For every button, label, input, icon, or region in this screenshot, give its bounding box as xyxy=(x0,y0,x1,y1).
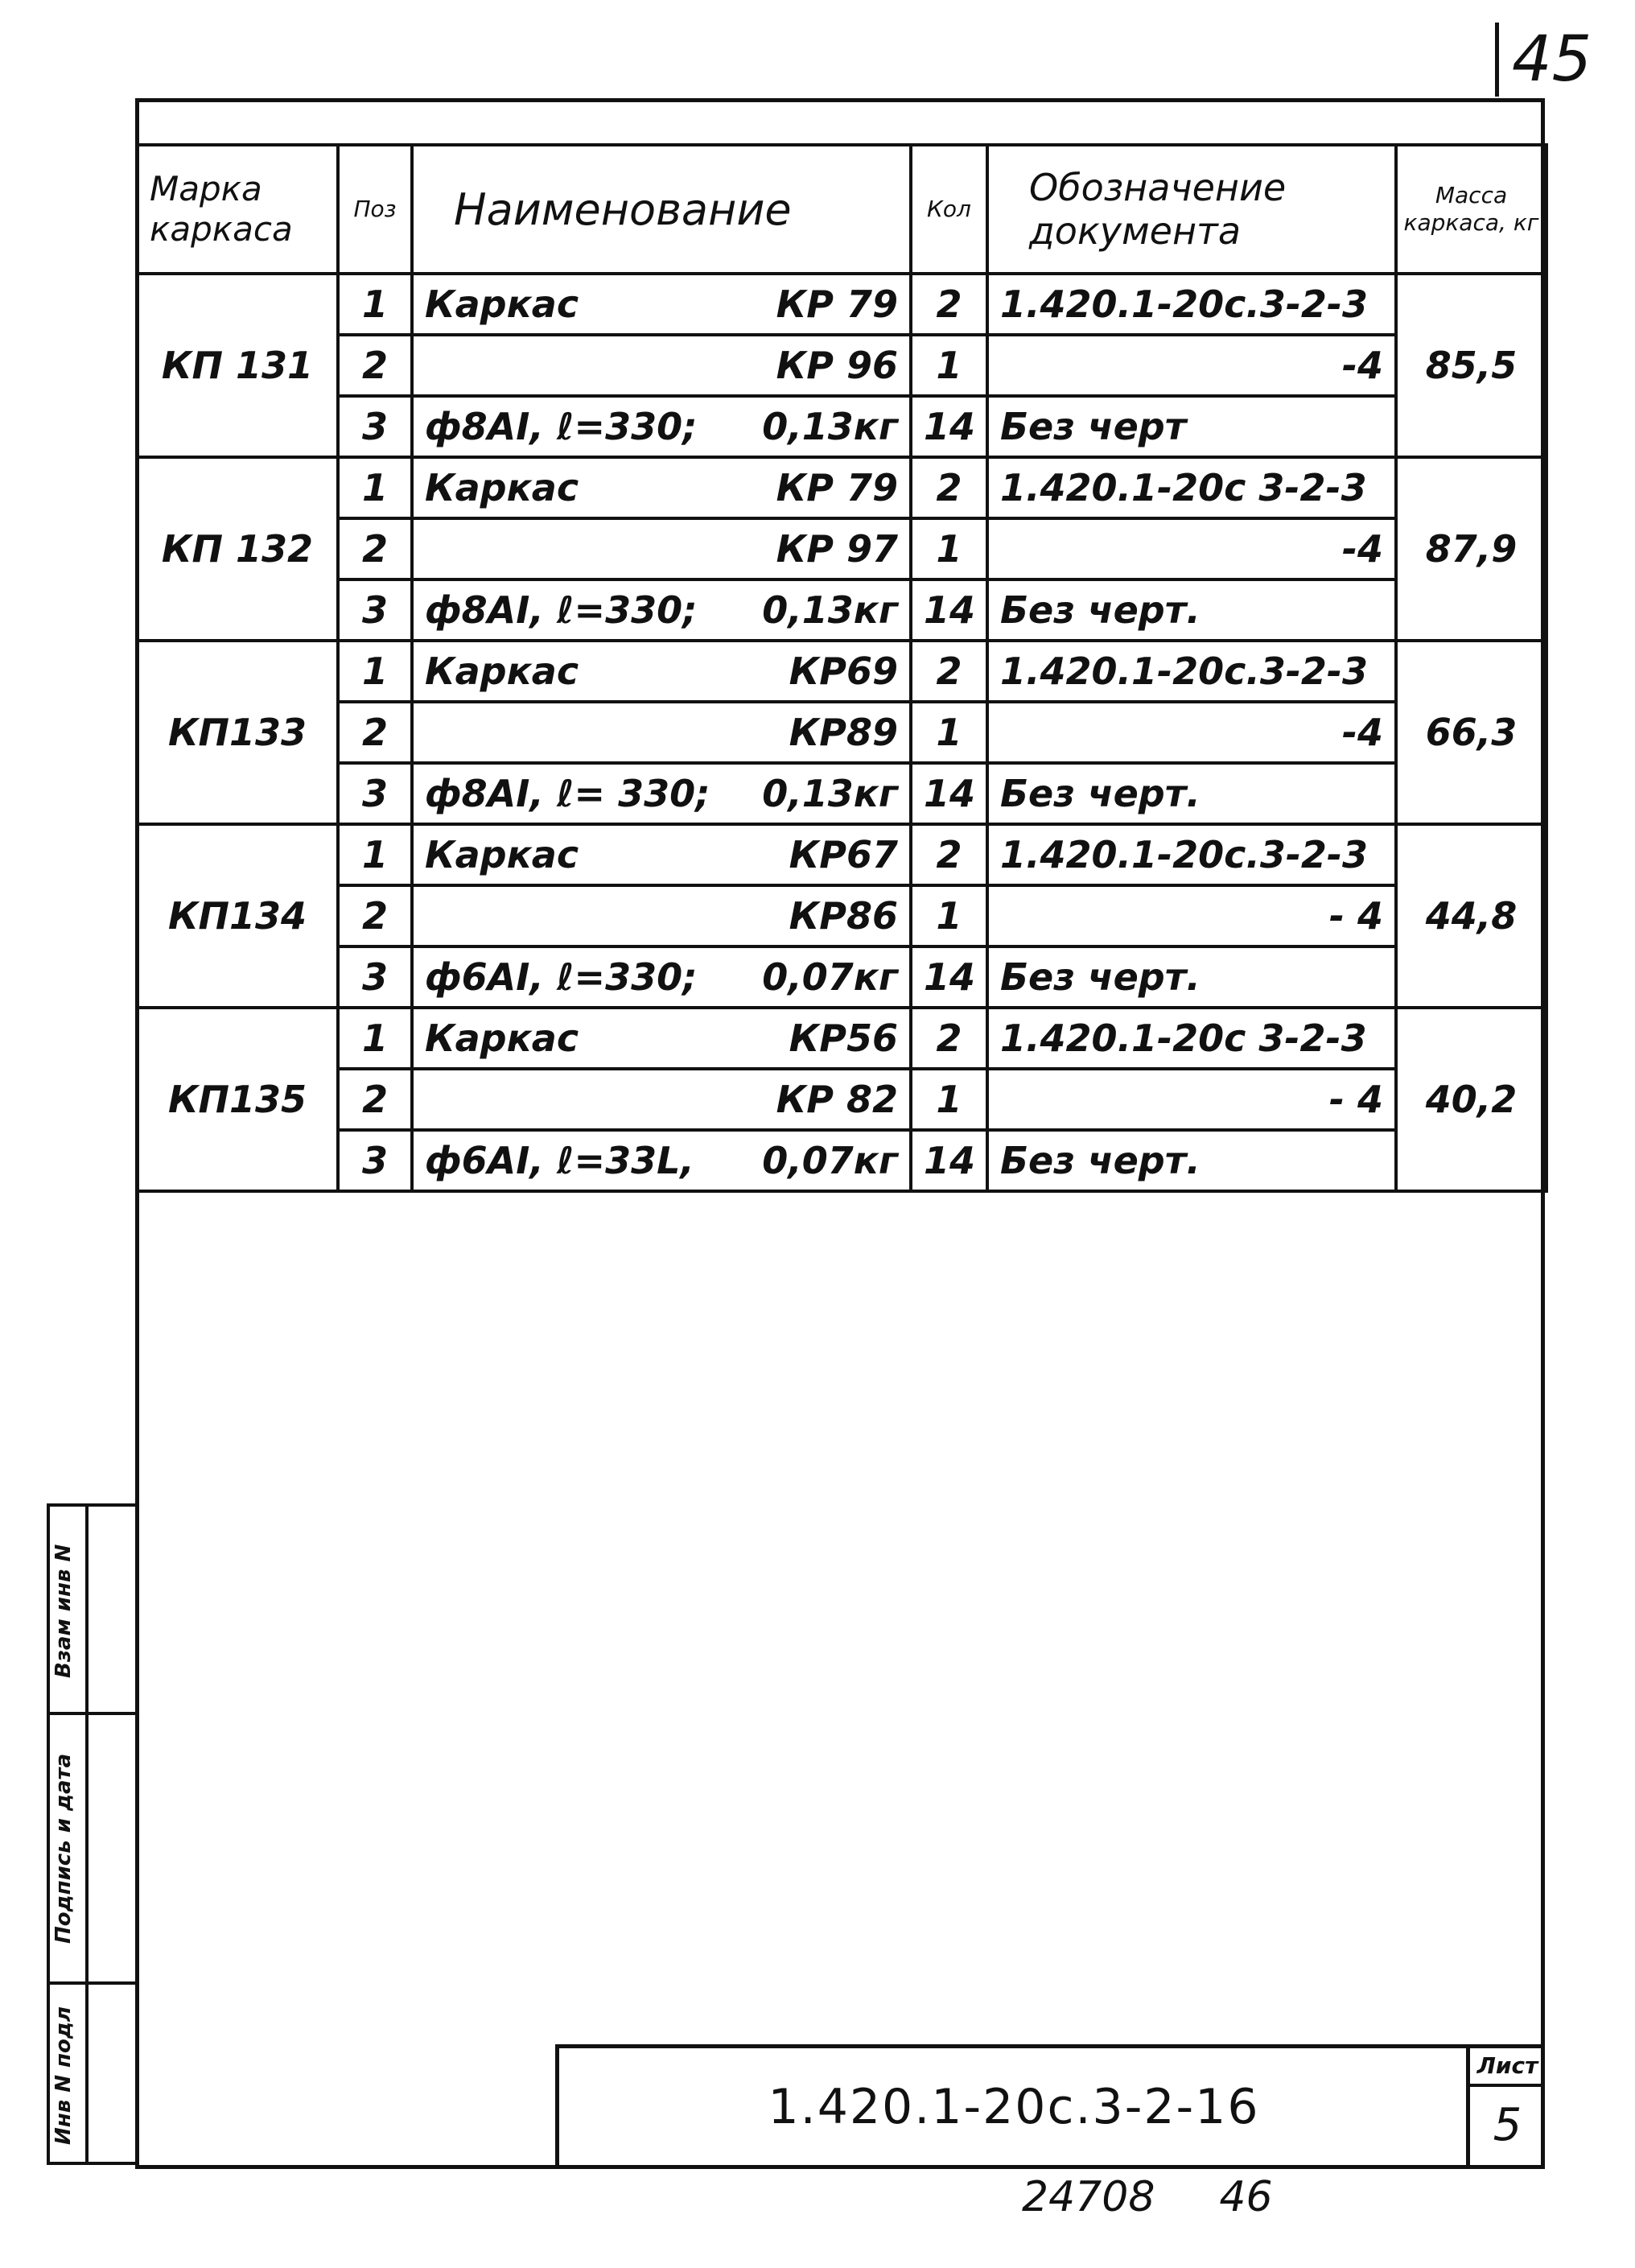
cell-pos: 1 xyxy=(338,274,412,335)
cell-doc: -4 xyxy=(987,335,1396,396)
table-row xyxy=(137,579,1546,641)
cell-pos: 2 xyxy=(338,885,412,946)
cell-qty: 14 xyxy=(911,579,987,641)
cell-qty: 14 xyxy=(911,396,987,457)
cell-name xyxy=(412,702,911,763)
cell-name xyxy=(412,274,911,335)
side-stamp-divider xyxy=(50,1981,139,1985)
item-text: КР 79 xyxy=(776,466,898,509)
table-row xyxy=(137,1008,1546,1069)
cell-doc: -4 xyxy=(987,518,1396,579)
name-text: Каркас xyxy=(425,282,579,326)
name-text: Каркас xyxy=(425,833,579,876)
cell-qty: 1 xyxy=(911,335,987,396)
item-text: 0,07кг xyxy=(762,955,898,999)
table-row xyxy=(137,824,1546,885)
header-qty: Кол xyxy=(911,145,987,274)
header-name: Наименование xyxy=(412,145,911,274)
cell-qty: 1 xyxy=(911,885,987,946)
cell-mass: 66,3 xyxy=(1396,641,1546,824)
item-text: 0,13кг xyxy=(762,772,898,815)
archive-inventory-number: 24708 xyxy=(1022,2173,1155,2221)
cell-mass: 40,2 xyxy=(1396,1008,1546,1191)
cell-qty: 1 xyxy=(911,1069,987,1130)
cell-qty: 14 xyxy=(911,763,987,824)
cell-name xyxy=(412,1130,911,1191)
table-row xyxy=(137,1069,1546,1130)
sheet-label: Лист xyxy=(1470,2048,1545,2087)
cell-pos: 1 xyxy=(338,457,412,518)
side-stamp xyxy=(47,1503,139,2165)
cell-name xyxy=(412,946,911,1008)
cell-pos: 3 xyxy=(338,763,412,824)
header-mass: Масса каркаса, кг xyxy=(1396,145,1546,274)
cell-qty: 2 xyxy=(911,641,987,702)
cell-doc: Без черт. xyxy=(987,579,1396,641)
cell-pos: 2 xyxy=(338,702,412,763)
side-stamp-divider xyxy=(50,1712,139,1715)
name-text: Каркас xyxy=(425,1016,579,1060)
cell-doc: 1.420.1-20с.3-2-3 xyxy=(987,641,1396,702)
cell-doc: 1.420.1-20с.3-2-3 xyxy=(987,274,1396,335)
name-text: Каркас xyxy=(425,649,579,693)
cell-qty: 1 xyxy=(911,518,987,579)
archive-page-number: 46 xyxy=(1219,2173,1273,2221)
cell-doc: -4 xyxy=(987,702,1396,763)
table-row xyxy=(137,335,1546,396)
cell-qty: 1 xyxy=(911,702,987,763)
name-text: ф8АI, ℓ=330; xyxy=(425,405,698,448)
side-stamp-inv-original: Инв N подл xyxy=(51,2006,76,2146)
side-stamp-replaced-inv: Взам инв N xyxy=(51,1544,76,1679)
cell-qty: 2 xyxy=(911,457,987,518)
item-text: КР 79 xyxy=(776,282,898,326)
item-text: КР 97 xyxy=(776,527,898,571)
cell-pos: 1 xyxy=(338,824,412,885)
cell-pos: 1 xyxy=(338,1008,412,1069)
sheet-cell xyxy=(1466,2048,1545,2167)
item-text: 0,07кг xyxy=(762,1139,898,1182)
cell-mark: КП 132 xyxy=(137,457,338,641)
item-text: КР89 xyxy=(789,711,898,754)
title-block xyxy=(555,2044,1545,2167)
cell-mark: КП135 xyxy=(137,1008,338,1191)
item-text: КР86 xyxy=(789,894,898,938)
name-text: ф8АI, ℓ= 330; xyxy=(425,772,710,815)
header-doc: Обозначение документа xyxy=(987,145,1396,274)
table-row xyxy=(137,641,1546,702)
item-text: 0,13кг xyxy=(762,405,898,448)
table-row xyxy=(137,1130,1546,1191)
cell-doc: 1.420.1-20с 3-2-3 xyxy=(987,1008,1396,1069)
cell-doc: 1.420.1-20с 3-2-3 xyxy=(987,457,1396,518)
cell-pos: 3 xyxy=(338,579,412,641)
cell-doc: Без черт. xyxy=(987,763,1396,824)
header-mark: Марка каркаса xyxy=(137,145,338,274)
name-text: ф6АI, ℓ=330; xyxy=(425,955,698,999)
cell-pos: 2 xyxy=(338,518,412,579)
cell-qty: 14 xyxy=(911,946,987,1008)
cell-pos: 3 xyxy=(338,946,412,1008)
table-row xyxy=(137,457,1546,518)
cell-pos: 2 xyxy=(338,335,412,396)
cell-qty: 14 xyxy=(911,1130,987,1191)
header-pos: Поз xyxy=(338,145,412,274)
cell-name xyxy=(412,518,911,579)
cell-name xyxy=(412,641,911,702)
name-text: Каркас xyxy=(425,466,579,509)
document-code: 1.420.1-20с.3-2-16 xyxy=(768,2079,1260,2135)
cell-doc: Без черт. xyxy=(987,1130,1396,1191)
table-row xyxy=(137,946,1546,1008)
cell-qty: 2 xyxy=(911,1008,987,1069)
cell-mark: КП133 xyxy=(137,641,338,824)
cell-mark: КП 131 xyxy=(137,274,338,457)
sheet-number: 5 xyxy=(1493,2099,1522,2151)
cell-name xyxy=(412,885,911,946)
cell-mark: КП134 xyxy=(137,824,338,1008)
item-text: КР 82 xyxy=(776,1078,898,1121)
cell-doc: Без черт xyxy=(987,396,1396,457)
name-text: ф6АI, ℓ=33L, xyxy=(425,1139,694,1182)
cell-name xyxy=(412,1069,911,1130)
side-stamp-signature-date: Подпись и дата xyxy=(51,1753,76,1944)
cell-name xyxy=(412,396,911,457)
table-row xyxy=(137,763,1546,824)
cell-mass: 85,5 xyxy=(1396,274,1546,457)
cell-doc: 1.420.1-20с.3-2-3 xyxy=(987,824,1396,885)
frame-top-line xyxy=(135,98,1545,102)
cell-doc: - 4 xyxy=(987,885,1396,946)
cell-name xyxy=(412,1008,911,1069)
cell-name xyxy=(412,457,911,518)
item-text: КР69 xyxy=(789,649,898,693)
cell-mass: 87,9 xyxy=(1396,457,1546,641)
page-number: 45 xyxy=(1495,23,1608,97)
cell-pos: 3 xyxy=(338,1130,412,1191)
cell-pos: 2 xyxy=(338,1069,412,1130)
table-row xyxy=(137,518,1546,579)
item-text: КР67 xyxy=(789,833,898,876)
item-text: 0,13кг xyxy=(762,588,898,632)
cell-pos: 3 xyxy=(338,396,412,457)
cell-doc: Без черт. xyxy=(987,946,1396,1008)
cell-qty: 2 xyxy=(911,824,987,885)
specification-table xyxy=(135,143,1548,1193)
cell-qty: 2 xyxy=(911,274,987,335)
table-header-row xyxy=(137,145,1546,274)
cell-name xyxy=(412,824,911,885)
cell-pos: 1 xyxy=(338,641,412,702)
item-text: КР56 xyxy=(789,1016,898,1060)
archive-number xyxy=(1022,2173,1344,2237)
table-row xyxy=(137,274,1546,335)
cell-name xyxy=(412,763,911,824)
cell-doc: - 4 xyxy=(987,1069,1396,1130)
table-row xyxy=(137,396,1546,457)
table-row xyxy=(137,702,1546,763)
cell-name xyxy=(412,579,911,641)
table-row xyxy=(137,885,1546,946)
item-text: КР 96 xyxy=(776,344,898,387)
cell-name xyxy=(412,335,911,396)
name-text: ф8АI, ℓ=330; xyxy=(425,588,698,632)
cell-mass: 44,8 xyxy=(1396,824,1546,1008)
